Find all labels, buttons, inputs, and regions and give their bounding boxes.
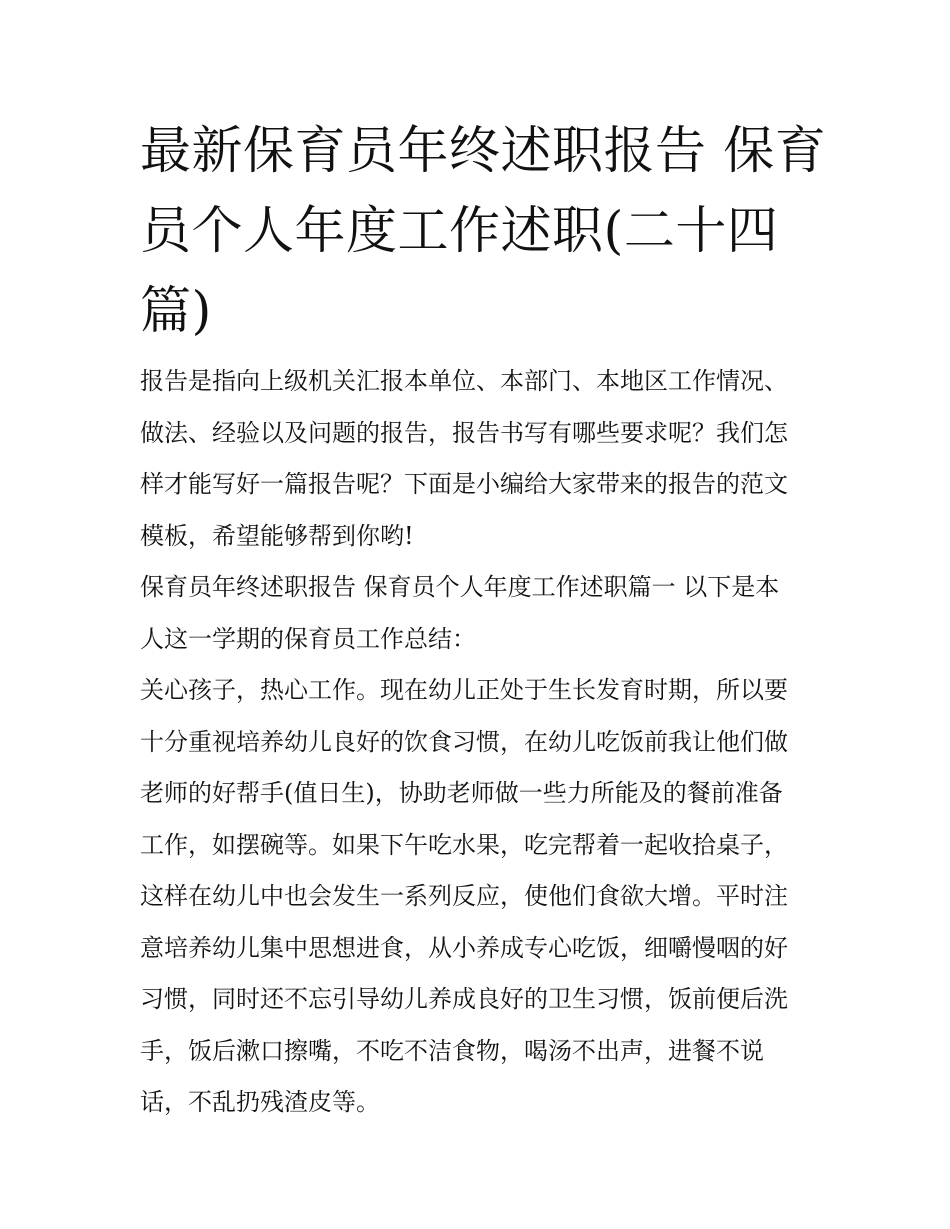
body-line: 话，不乱扔残渣皮等。 [140,1088,380,1116]
document-body [140,356,830,1129]
body-line: 关心孩子，热心工作。现在幼儿正处于生长发育时期，所以要 [140,676,788,704]
document-title [140,112,827,352]
body-line: 工作，如摆碗等。如果下午吃水果，吃完帮着一起收拾桌子， [140,830,788,859]
body-line: 报告是指向上级机关汇报本单位、本部门、本地区工作情况、 [140,367,788,395]
title-line: 篇) [140,282,212,341]
body-line: 模板，希望能够帮到你哟! [140,521,414,550]
body-line: 做法、经验以及问题的报告，报告书写有哪些要求呢？我们怎 [140,418,788,447]
body-line: 十分重视培养幼儿良好的饮食习惯，在幼儿吃饭前我让他们做 [140,727,788,756]
body-line: 保育员年终述职报告 保育员个人年度工作述职篇一 以下是本 [140,573,780,601]
body-line: 样才能写好一篇报告呢？下面是小编给大家带来的报告的范文 [140,470,788,498]
body-line: 手，饭后漱口擦嘴，不吃不洁食物，喝汤不出声，进餐不说 [140,1036,764,1065]
title-line: 最新保育员年终述职报告 保育 [140,122,827,181]
title-line: 员个人年度工作述职(二十四 [140,202,779,261]
body-line: 这样在幼儿中也会发生一系列反应，使他们食欲大增。平时注 [140,882,788,910]
body-line: 人这一学期的保育员工作总结： [140,624,476,653]
body-line: 意培养幼儿集中思想进食，从小养成专心吃饭，细嚼慢咽的好 [140,933,788,962]
body-line: 老师的好帮手(值日生)，协助老师做一些力所能及的餐前准备 [140,779,783,807]
body-line: 习惯，同时还不忘引导幼儿养成良好的卫生习惯，饭前便后洗 [140,985,788,1013]
